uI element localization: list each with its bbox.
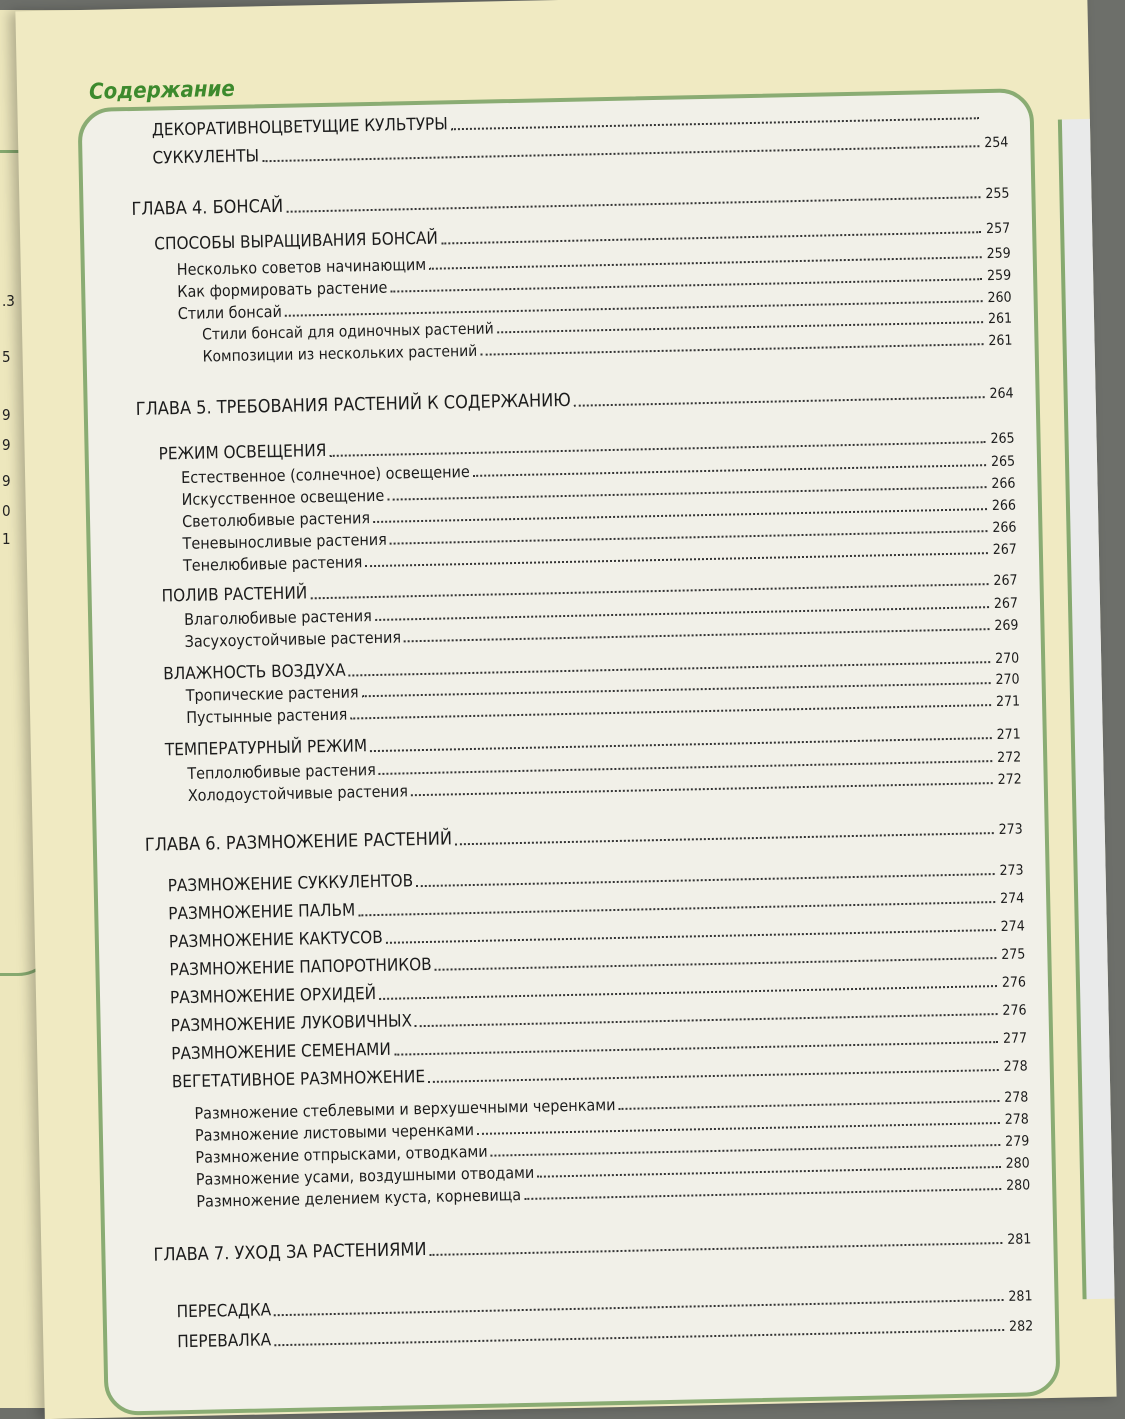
toc-dot-leader (435, 957, 997, 971)
toc-dot-leader (428, 1069, 999, 1083)
toc-entry-page: 273 (999, 862, 1024, 879)
toc-entry-title: Размножение отпрысками, отводками (195, 1141, 488, 1167)
toc-entry-page: 267 (992, 541, 1018, 559)
toc-entry-title: Теплолюбивые растения (187, 760, 376, 783)
toc-entry (136, 381, 1014, 420)
left-page-number: 1 (2, 530, 11, 548)
toc-entry-page: 276 (1002, 1002, 1027, 1019)
toc-dot-leader (411, 782, 993, 796)
toc-entry-page: 274 (1000, 918, 1025, 935)
toc-entry-title: ПЕРЕСАДКА (176, 1300, 272, 1323)
toc-entry-title: ГЛАВА 4. БОНСАЙ (131, 195, 284, 220)
toc-dot-leader (416, 873, 995, 887)
toc-dot-leader (480, 343, 983, 356)
toc-entry-title: ДЕКОРАТИВНОЦВЕТУЩИЕ КУЛЬТУРЫ (151, 114, 448, 141)
toc-entry-page: 259 (986, 245, 1011, 263)
toc-entry-page: 280 (1005, 1155, 1030, 1172)
toc-entry-page: 261 (988, 332, 1013, 350)
toc-entry-title: Тропические растения (185, 682, 359, 705)
toc-entry-title: Светолюбивые растения (181, 508, 371, 531)
toc-entry-page: 265 (990, 430, 1015, 448)
toc-dot-leader (262, 145, 979, 162)
left-page-number: 5 (2, 348, 11, 366)
toc-entry-page: 265 (990, 453, 1016, 471)
left-page-number: .3 (2, 292, 15, 310)
toc-entry-title: Засухоустойчивые растения (184, 627, 402, 651)
toc-entry-title: Несколько советов начинающим (176, 254, 427, 280)
toc-entry-page: 255 (985, 185, 1010, 203)
toc-entry-title: РАЗМНОЖЕНИЕ КАКТУСОВ (168, 927, 383, 953)
toc-entry-page: 276 (1001, 974, 1027, 991)
toc-entry-page: 267 (993, 572, 1018, 590)
toc-entry-title: Стили бонсай для одиночных растений (201, 319, 494, 344)
toc-entry-page: 266 (992, 519, 1017, 537)
toc-entry-page: 275 (1001, 946, 1026, 963)
toc-entry-title: Естественное (солнечное) освещение (180, 461, 470, 488)
toc-dot-leader (274, 1329, 1004, 1346)
toc-entry-page: 278 (1004, 1089, 1029, 1106)
toc-entry-title: Размножение делением куста, корневища (196, 1185, 522, 1211)
toc-entry-page: 267 (993, 595, 1019, 613)
toc-entry-page: 266 (991, 497, 1017, 515)
toc-entry-title: Пустынные растения (185, 704, 348, 727)
toc-dot-leader (379, 985, 997, 1000)
toc-entry-page: 279 (1005, 1133, 1030, 1150)
toc-entry-page: 278 (1004, 1111, 1029, 1128)
toc-entry-page: 281 (1007, 1231, 1032, 1248)
toc-entry-title: Холодоустойчивые растения (187, 781, 409, 805)
toc-entry-title: Тенелюбивые растения (182, 552, 363, 575)
toc-dot-leader (441, 231, 981, 244)
toc-dot-leader (451, 117, 979, 130)
toc-entry-title: ГЛАВА 6. РАЗМНОЖЕНИЕ РАСТЕНИЙ (144, 828, 453, 856)
toc-entry (131, 181, 1009, 220)
toc-entry-title: Теневыносливые растения (182, 529, 387, 553)
toc-entry-page: 272 (997, 749, 1022, 766)
toc-dot-leader (358, 901, 995, 916)
toc-entry-page: 260 (987, 289, 1012, 307)
toc-entry-title: Размножение усами, воздушными отводами (195, 1162, 535, 1189)
toc-entry-page: 278 (1003, 1058, 1028, 1075)
toc-entry-title: РАЗМНОЖЕНИЕ ПАПОРОТНИКОВ (169, 954, 432, 981)
toc-entry-page: 282 (1008, 1318, 1034, 1335)
toc-entry-page: 261 (987, 310, 1013, 328)
toc-entry-title: ВЛАЖНОСТЬ ВОЗДУХА (163, 660, 346, 685)
toc-entry-title: СПОСОБЫ ВЫРАЩИВАНИЯ БОНСАЙ (154, 228, 439, 255)
toc-dot-leader (497, 321, 983, 333)
toc-entry-page: 269 (994, 617, 1019, 635)
toc-dot-leader (350, 704, 991, 719)
toc-entry-title: ВЕГЕТАТИВНОЕ РАЗМНОЖЕНИЕ (171, 1067, 426, 1093)
toc-entry-title: Стили бонсай (177, 301, 283, 324)
toc-dot-leader (274, 1299, 1003, 1316)
toc-dot-leader (619, 1100, 1000, 1110)
toc-entry-title: Влаголюбивые растения (183, 606, 372, 629)
toc-entry-title: Размножение стеблевыми и верхушечными черенками (194, 1095, 616, 1123)
toc-dot-leader (524, 1188, 1001, 1200)
toc-entry-page: 266 (991, 475, 1016, 493)
left-page-number: 9 (2, 406, 11, 424)
toc-dot-leader (415, 1013, 997, 1027)
toc-entry-title: ПЕРЕВАЛКА (177, 1330, 272, 1353)
toc-entry-page: 271 (995, 693, 1021, 710)
toc-entry-page: 274 (999, 890, 1025, 907)
toc-dot-leader (574, 396, 985, 407)
toc-entry-title: Размножение листовыми черенками (194, 1120, 475, 1145)
toc-entry-page (982, 123, 1008, 124)
toc-entry-title: Как формировать растение (177, 277, 388, 302)
left-page-number: 0 (2, 502, 11, 520)
toc-entry-page: 259 (986, 267, 1012, 285)
toc-dot-leader (394, 1041, 998, 1056)
toc-dot-leader (365, 552, 988, 567)
toc-entry (177, 1314, 1033, 1352)
toc-entry-title: РАЗМНОЖЕНИЕ СУККУЛЕНТОВ (167, 871, 414, 897)
toc-entry-title: РАЗМНОЖЕНИЕ ОРХИДЕЙ (169, 984, 377, 1009)
toc-entry-page: 277 (1002, 1030, 1028, 1047)
toc-entry-title: ГЛАВА 7. УХОД ЗА РАСТЕНИЯМИ (153, 1239, 427, 1266)
toc-entry-title: РЕЖИМ ОСВЕЩЕНИЯ (158, 440, 327, 465)
toc-frame (77, 88, 1060, 1416)
toc-entry-title: СУККУЛЕНТЫ (152, 146, 260, 169)
toc-entry (153, 1226, 1031, 1265)
left-page-number: 9 (2, 436, 11, 454)
toc-entry-title: ТЕМПЕРАТУРНЫЙ РЕЖИМ (164, 736, 368, 761)
toc-entry-page: 271 (996, 726, 1021, 743)
toc-entry-page: 270 (995, 671, 1020, 688)
toc-entry-title: ПОЛИВ РАСТЕНИЙ (161, 583, 308, 607)
page-side-strip (1058, 119, 1115, 1299)
toc-entry-title: РАЗМНОЖЕНИЕ ЛУКОВИЧНЫХ (170, 1011, 413, 1037)
toc-entry-page: 264 (989, 385, 1014, 403)
toc-dot-leader (286, 196, 980, 213)
toc-entry-page: 281 (1008, 1288, 1033, 1305)
toc-entry (145, 816, 1023, 855)
contents-page (15, 0, 1116, 1419)
toc-entry-title: ГЛАВА 5. ТРЕБОВАНИЯ РАСТЕНИЙ К СОДЕРЖАНИЮ (135, 389, 571, 420)
page-title: Содержание (88, 76, 236, 105)
toc-entry-page: 254 (984, 134, 1009, 152)
toc-entry-title: Искусственное освещение (181, 485, 385, 510)
toc-entry-title: Композиции из нескольких растений (202, 341, 478, 366)
toc-dot-leader (386, 929, 996, 944)
toc-dot-leader (430, 1242, 1003, 1256)
toc-entry-page: 257 (985, 220, 1011, 238)
toc-dot-leader (404, 628, 989, 642)
toc-entry-page: 273 (998, 821, 1023, 838)
toc-entry-title: РАЗМНОЖЕНИЕ СЕМЕНАМИ (171, 1039, 392, 1065)
toc-entry-page: 280 (1005, 1177, 1031, 1194)
toc-entry-title: РАЗМНОЖЕНИЕ ПАЛЬМ (168, 900, 356, 925)
toc-dot-leader (455, 832, 994, 845)
left-page-number: 9 (2, 472, 11, 490)
toc-entry-page: 272 (997, 771, 1022, 788)
toc-entry-page: 270 (994, 650, 1020, 668)
